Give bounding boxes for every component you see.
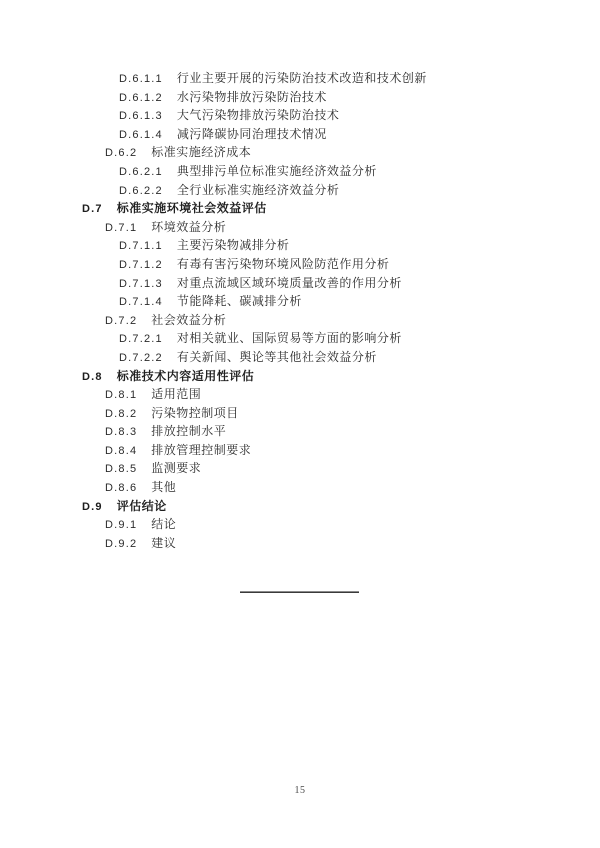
toc-item-number: D.8.5 (105, 463, 138, 476)
toc-item (0, 292, 600, 311)
toc-item (0, 478, 600, 497)
toc-item-title: 结论 (151, 517, 177, 532)
toc-item-number: D.6.1.4 (119, 128, 163, 141)
toc-item (0, 367, 600, 386)
toc-item-title: 对相关就业、国际贸易等方面的影响分析 (176, 331, 402, 346)
toc-item-number: D.6.1.2 (119, 91, 163, 104)
toc-item (0, 199, 600, 218)
toc-item-title: 监测要求 (151, 461, 202, 476)
toc-item-title: 全行业标准实施经济效益分析 (176, 182, 340, 197)
toc-item-title: 对重点流域区域环境质量改善的作用分析 (176, 275, 402, 290)
toc-item (0, 459, 600, 478)
toc-item-title: 节能降耗、碳减排分析 (176, 294, 302, 309)
toc-item (0, 69, 600, 88)
toc-item-number: D.9.1 (105, 519, 138, 532)
toc-item (0, 422, 600, 441)
toc-item-title: 标准技术内容适用性评估 (116, 368, 255, 383)
toc-item-number: D.9.2 (105, 537, 138, 550)
toc-item-number: D.7.2.2 (119, 351, 163, 364)
toc-item-number: D.6.2.1 (119, 165, 163, 178)
toc-item (0, 441, 600, 460)
toc-item (0, 181, 600, 200)
toc-item-number: D.6.1.3 (119, 110, 163, 123)
toc-item-number: D.8.3 (105, 426, 138, 439)
toc-item-number: D.7.2 (105, 314, 138, 327)
toc-item-title: 主要污染物减排分析 (176, 238, 290, 253)
toc-item-title: 社会效益分析 (151, 312, 227, 327)
toc-item (0, 236, 600, 255)
page-footer (0, 780, 600, 798)
toc-item-number: D.6.2.2 (119, 184, 163, 197)
toc-item-number: D.8.4 (105, 444, 138, 457)
toc-item-number: D.7.1.1 (119, 240, 163, 253)
toc-item-number: D.6.1.1 (119, 73, 163, 85)
toc-item-title: 大气污染物排放污染防治技术 (176, 108, 340, 123)
toc-item-number: D.8 (82, 370, 103, 383)
toc-item-number: D.7 (82, 203, 103, 216)
toc-item-title: 排放管理控制要求 (151, 442, 252, 457)
toc-item-title: 建议 (151, 535, 177, 550)
toc-item (0, 385, 600, 404)
toc-item-title: 其他 (151, 480, 177, 495)
toc-item (0, 143, 600, 162)
toc-item-title: 典型排污单位标准实施经济效益分析 (176, 163, 377, 178)
toc-item (0, 515, 600, 534)
toc-item-number: D.7.2.1 (119, 333, 163, 346)
toc-item-number: D.8.6 (105, 482, 138, 495)
toc-item-title: 排放控制水平 (151, 424, 227, 439)
toc-item (0, 329, 600, 348)
outline-list (0, 69, 600, 552)
toc-item-number: D.6.2 (105, 147, 138, 160)
toc-item-title: 标准实施环境社会效益评估 (116, 201, 267, 216)
toc-item-title: 行业主要开展的污染防治技术改造和技术创新 (176, 71, 427, 85)
toc-item-title: 有毒有害污染物环境风险防范作用分析 (176, 256, 390, 271)
toc-item (0, 274, 600, 293)
toc-item-title: 评估结论 (116, 498, 167, 513)
toc-item-title: 污染物控制项目 (151, 405, 239, 420)
toc-item (0, 88, 600, 107)
toc-item-number: D.8.1 (105, 389, 138, 402)
toc-item (0, 255, 600, 274)
toc-item (0, 311, 600, 330)
toc-item-title: 环境效益分析 (151, 219, 227, 234)
end-of-text-divider (240, 591, 359, 593)
toc-item-number: D.7.1.4 (119, 296, 163, 309)
toc-item (0, 534, 600, 553)
toc-item (0, 162, 600, 181)
toc-item (0, 497, 600, 516)
toc-item (0, 348, 600, 367)
toc-item-number: D.7.1 (105, 221, 138, 234)
toc-item-title: 适用范围 (151, 387, 202, 402)
toc-item-title: 标准实施经济成本 (151, 145, 252, 160)
toc-item (0, 404, 600, 423)
toc-item-number: D.8.2 (105, 407, 138, 420)
toc-item-title: 有关新闻、舆论等其他社会效益分析 (176, 349, 377, 364)
toc-item-title: 水污染物排放污染防治技术 (176, 89, 327, 104)
toc-item-number: D.7.1.3 (119, 277, 163, 290)
toc-item (0, 218, 600, 237)
toc-item-number: D.9 (82, 500, 103, 513)
toc-item (0, 125, 600, 144)
page-number: 15 (294, 785, 306, 796)
toc-item (0, 106, 600, 125)
toc-item-number: D.7.1.2 (119, 258, 163, 271)
toc-item-title: 减污降碳协同治理技术情况 (176, 126, 327, 141)
